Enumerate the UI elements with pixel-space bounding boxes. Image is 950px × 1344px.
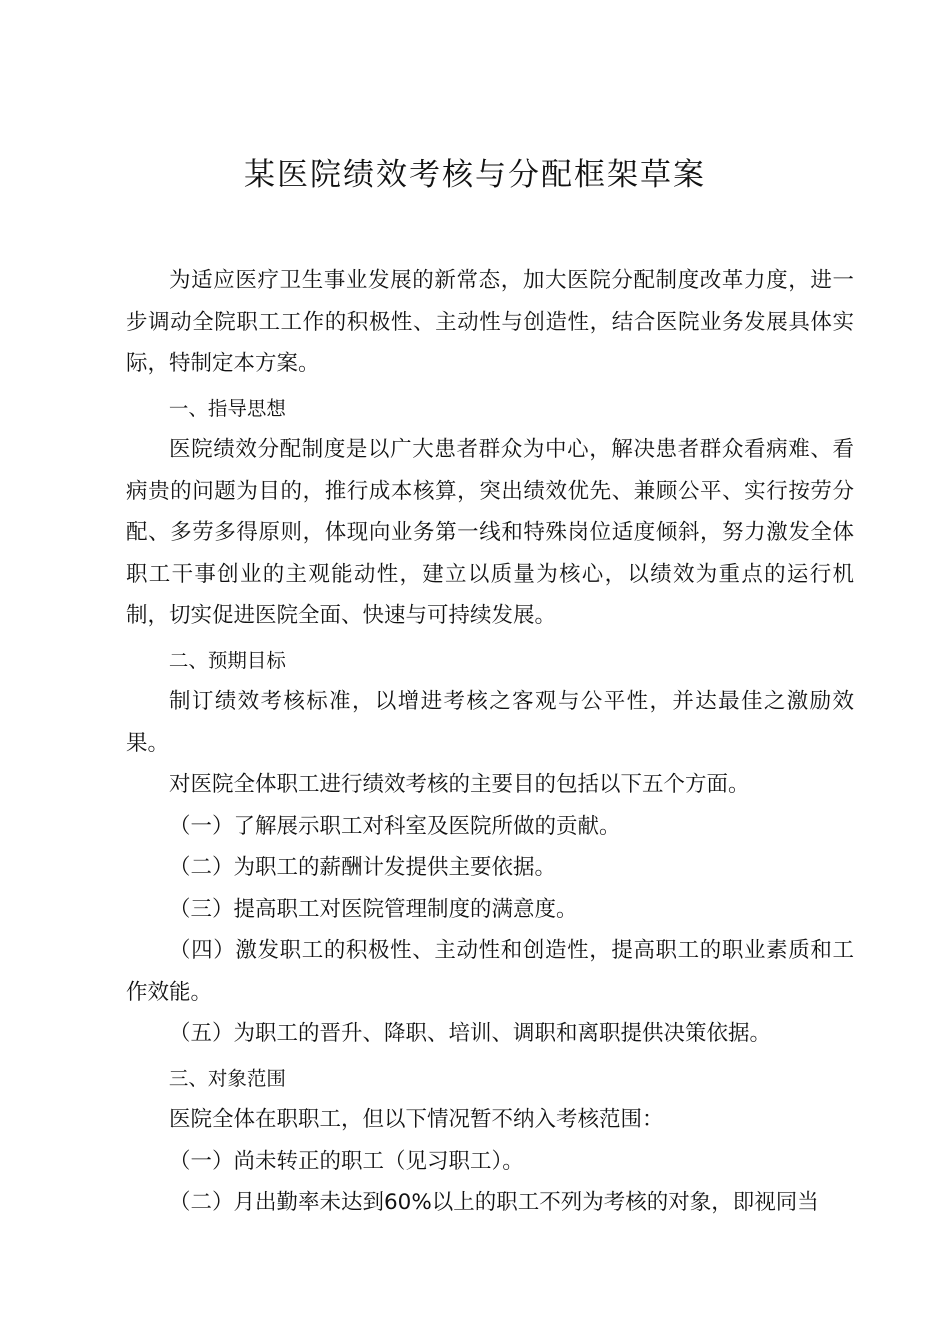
scope-paragraph: 医院全体在职职工，但以下情况暂不纳入考核范围： (169, 1107, 664, 1132)
goal-item-2: （二）为职工的薪酬计发提供主要依据。 (169, 855, 557, 880)
document-body (126, 260, 854, 1224)
guiding-ideology-paragraph: 医院绩效分配制度是以广大患者群众为中心，解决患者群众看病难、看病贵的问题为目的，推行成本核算，突出绩效优先、兼顾公平、实行按劳分配、多劳多得原则，体现向业务第一线和特殊岗位适度倾斜，努力激发全体职工干事创业的主观能动性，建立以质量为核心，以绩效为重点的运行机制，切实促进医院全面、快速与可持续发展。 (126, 437, 854, 628)
document-title: 某医院绩效考核与分配框架草案 (244, 157, 706, 193)
scope-item-2: （二）月出勤率未达到60%以上的职工不列为考核的对象，即视同当 (169, 1190, 819, 1215)
goal-item-1: （一）了解展示职工对科室及医院所做的贡献。 (169, 813, 621, 839)
goal-item-3: （三）提高职工对医院管理制度的满意度。 (169, 896, 578, 922)
scope-item-1: （一）尚未转正的职工（见习职工）。 (169, 1148, 524, 1174)
section-heading-expected-goals: 二、预期目标 (168, 648, 286, 672)
section-heading-scope: 三、对象范围 (168, 1066, 286, 1090)
goals-intro-paragraph: 对医院全体职工进行绩效考核的主要目的包括以下五个方面。 (169, 772, 750, 797)
intro-paragraph: 为适应医疗卫生事业发展的新常态，加大医院分配制度改革力度，进一步调动全院职工工作的积极性、主动性与创造性，结合医院业务发展具体实际，特制定本方案。 (126, 268, 854, 376)
goals-paragraph: 制订绩效考核标准，以增进考核之客观与公平性，并达最佳之激励效果。 (126, 689, 854, 756)
goal-item-5: （五）为职工的晋升、降职、培训、调职和离职提供决策依据。 (169, 1021, 772, 1046)
section-heading-guiding-ideology: 一、指导思想 (168, 396, 286, 420)
goal-item-4: （四）激发职工的积极性、主动性和创造性，提高职工的职业素质和工作效能。 (126, 938, 854, 1005)
